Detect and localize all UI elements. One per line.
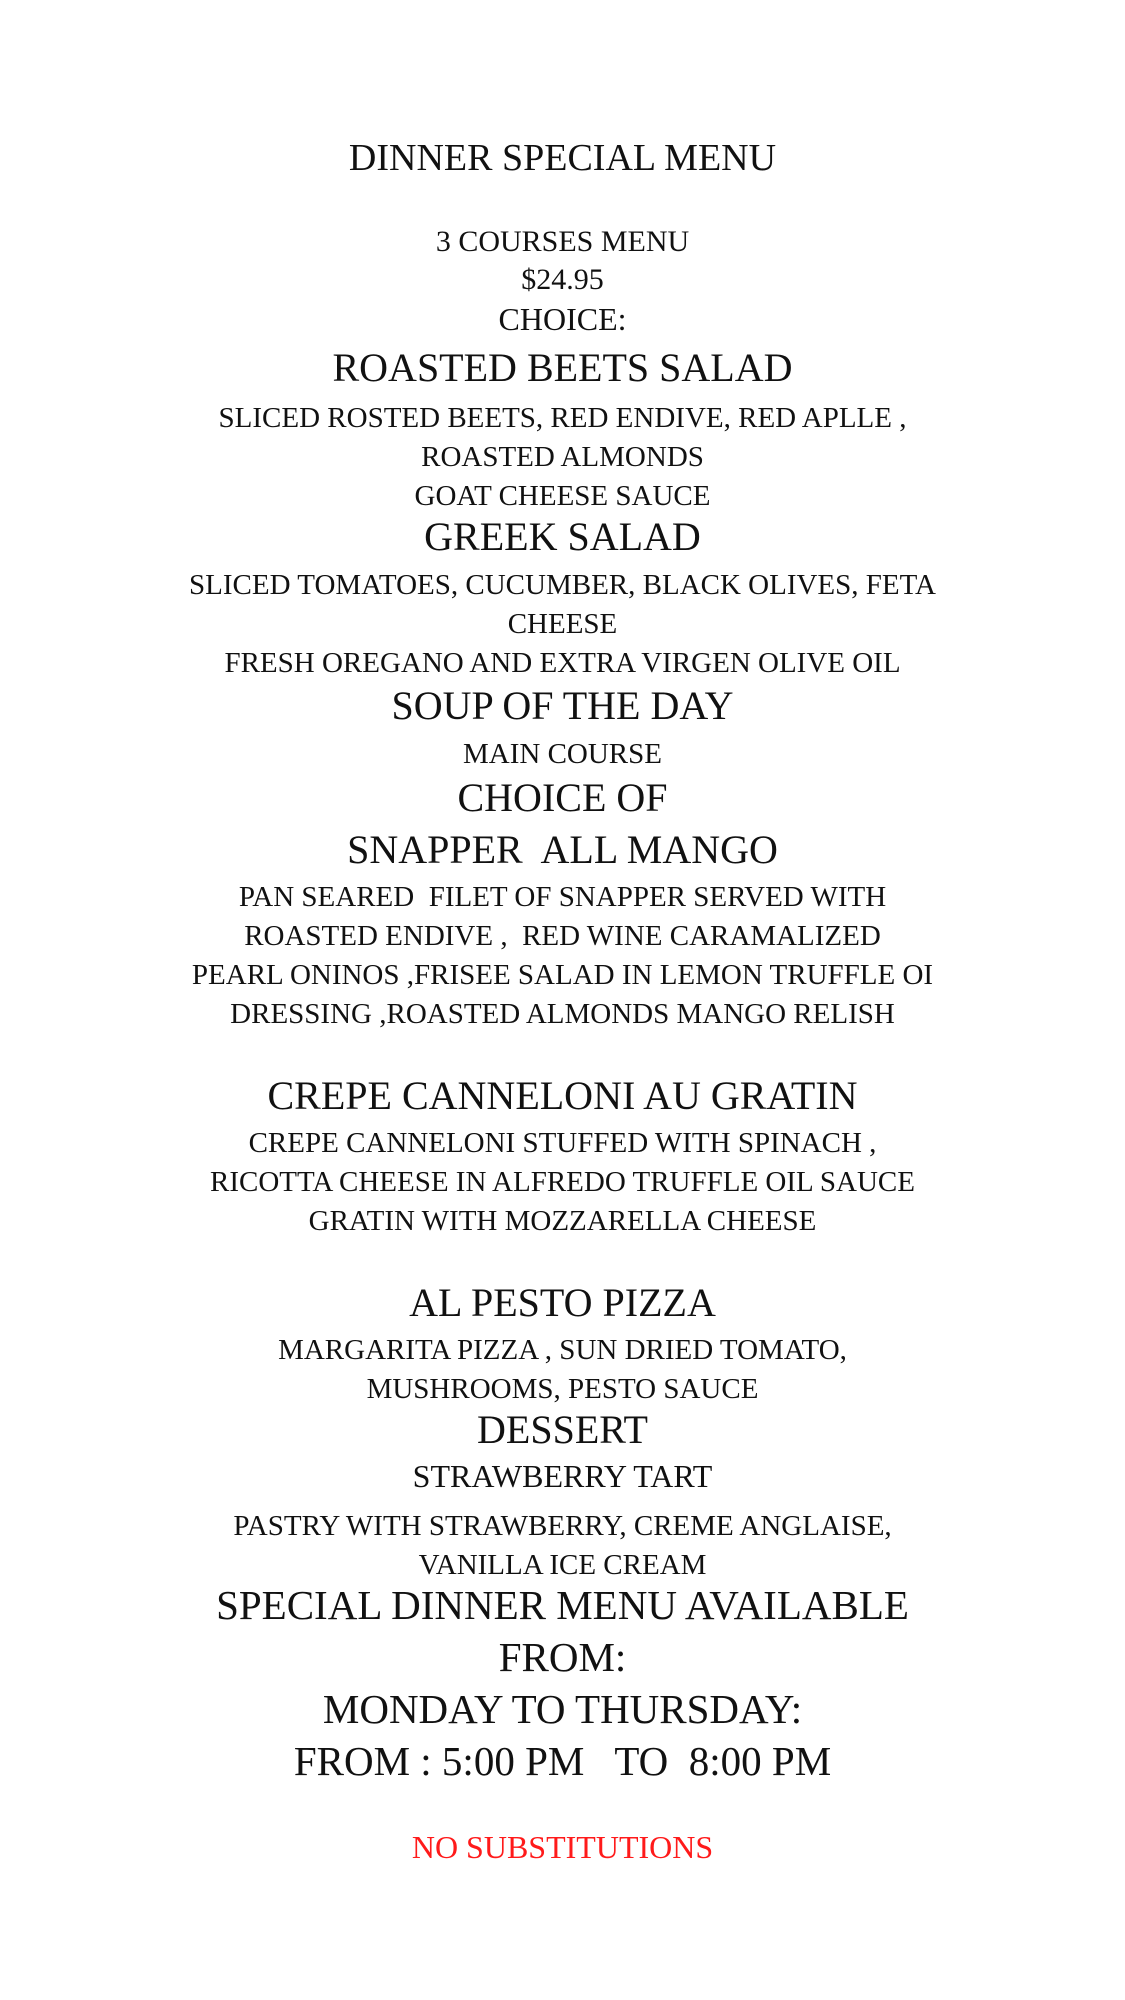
starter-description-line: SLICED TOMATOES, CUCUMBER, BLACK OLIVES, FETA xyxy=(189,569,936,601)
availability-line: MONDAY TO THURSDAY: xyxy=(322,1686,803,1732)
starter-description-line: GOAT CHEESE SAUCE xyxy=(414,480,711,512)
no-substitutions-notice: NO SUBSTITUTIONS xyxy=(411,1829,714,1865)
starter-description-line: ROASTED ALMONDS xyxy=(421,441,704,473)
main-description-line: PAN SEARED FILET OF SNAPPER SERVED WITH xyxy=(238,881,887,913)
menu-price: $24.95 xyxy=(521,263,604,296)
starter-description-line: CHEESE xyxy=(507,608,618,640)
main-name: CREPE CANNELONI AU GRATIN xyxy=(267,1073,858,1118)
main-description-line: RICOTTA CHEESE IN ALFREDO TRUFFLE OIL SAUCE xyxy=(210,1166,915,1198)
dessert-label: DESSERT xyxy=(477,1407,648,1452)
main-name: SNAPPER ALL MANGO xyxy=(347,827,778,872)
main-description-line: MUSHROOMS, PESTO SAUCE xyxy=(366,1373,759,1405)
main-description-line: PEARL ONINOS ,FRISEE SALAD IN LEMON TRUFFLE OI xyxy=(191,959,934,991)
dessert-description-line: PASTRY WITH STRAWBERRY, CREME ANGLAISE, xyxy=(233,1510,892,1542)
starter-description-line: SLICED ROSTED BEETS, RED ENDIVE, RED APLLE , xyxy=(218,402,907,434)
starter-name: ROASTED BEETS SALAD xyxy=(332,345,793,390)
choice-label: CHOICE: xyxy=(498,301,627,337)
main-description-line: MARGARITA PIZZA , SUN DRIED TOMATO, xyxy=(278,1334,847,1366)
dessert-name: STRAWBERRY TART xyxy=(412,1458,713,1494)
main-description-line: ROASTED ENDIVE , RED WINE CARAMALIZED xyxy=(244,920,881,952)
starter-name: GREEK SALAD xyxy=(424,514,701,559)
choice-of-label: CHOICE OF xyxy=(457,775,668,820)
main-description-line: GRATIN WITH MOZZARELLA CHEESE xyxy=(308,1205,817,1237)
main-description-line: DRESSING ,ROASTED ALMONDS MANGO RELISH xyxy=(230,998,895,1030)
main-description-line: CREPE CANNELONI STUFFED WITH SPINACH , xyxy=(248,1127,877,1159)
availability-line: FROM: xyxy=(498,1634,627,1680)
availability-line: FROM : 5:00 PM TO 8:00 PM xyxy=(293,1738,832,1784)
availability-line: SPECIAL DINNER MENU AVAILABLE xyxy=(216,1582,909,1628)
dessert-description-line: VANILLA ICE CREAM xyxy=(418,1549,707,1581)
courses-label: 3 COURSES MENU xyxy=(435,225,690,258)
starter-name: SOUP OF THE DAY xyxy=(391,683,734,728)
main-course-label: MAIN COURSE xyxy=(463,738,662,770)
main-name: AL PESTO PIZZA xyxy=(409,1280,716,1325)
menu-title: DINNER SPECIAL MENU xyxy=(348,137,777,179)
starter-description-line: FRESH OREGANO AND EXTRA VIRGEN OLIVE OIL xyxy=(224,647,901,679)
